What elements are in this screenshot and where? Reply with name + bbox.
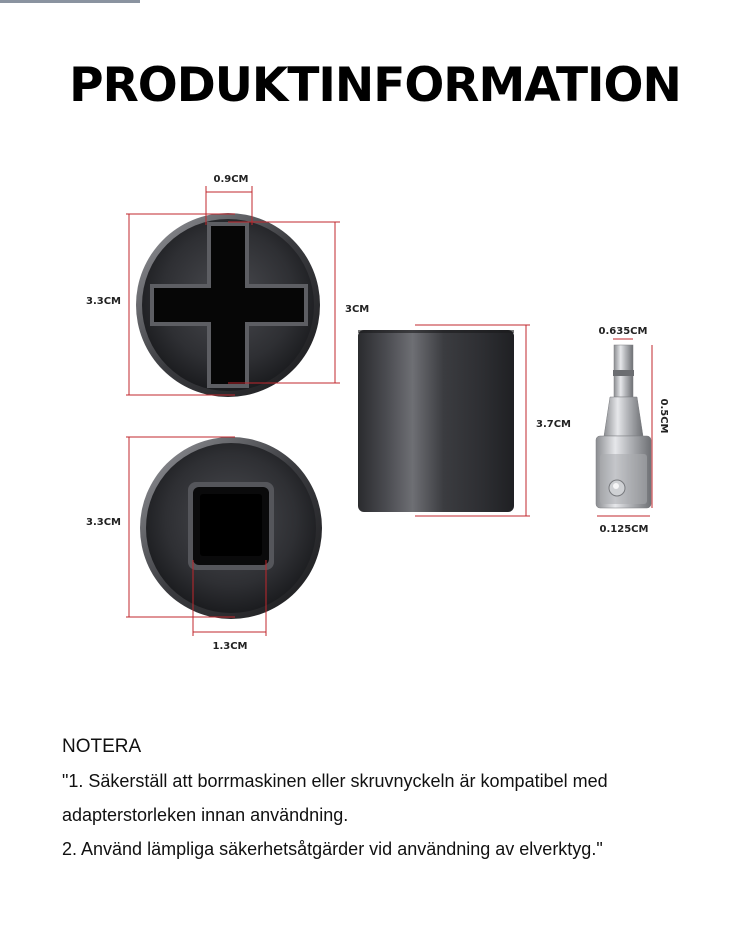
label-adapter-length: 0.5CM (658, 398, 669, 434)
sleeve-body (358, 330, 514, 512)
label-square-width: 1.3CM (212, 641, 248, 652)
label-cross-depth: 3CM (345, 304, 370, 315)
notes-heading: NOTERA (62, 736, 142, 757)
label-sleeve-height: 3.7CM (536, 419, 572, 430)
square-socket-view (140, 437, 322, 619)
cross-socket-view (136, 213, 320, 397)
note-line-3: 2. Använd lämpliga säkerhetsåtgärder vid användning av elverktyg." (62, 839, 603, 859)
label-cross-slot-width: 0.9CM (213, 174, 249, 185)
note-line-2: adapterstorleken innan användning. (62, 805, 349, 825)
label-adapter-top: 0.635CM (598, 326, 648, 337)
label-adapter-bottom: 0.125CM (599, 524, 649, 535)
notes-section (62, 736, 722, 866)
adapter-bit (596, 345, 651, 508)
page-title: PRODUKTINFORMATION (69, 58, 681, 113)
label-cross-diameter: 3.3CM (86, 296, 122, 307)
label-square-diameter: 3.3CM (86, 517, 122, 528)
note-line-1: "1. Säkerställ att borrmaskinen eller skruvnyckeln är kompatibel med (62, 771, 608, 791)
